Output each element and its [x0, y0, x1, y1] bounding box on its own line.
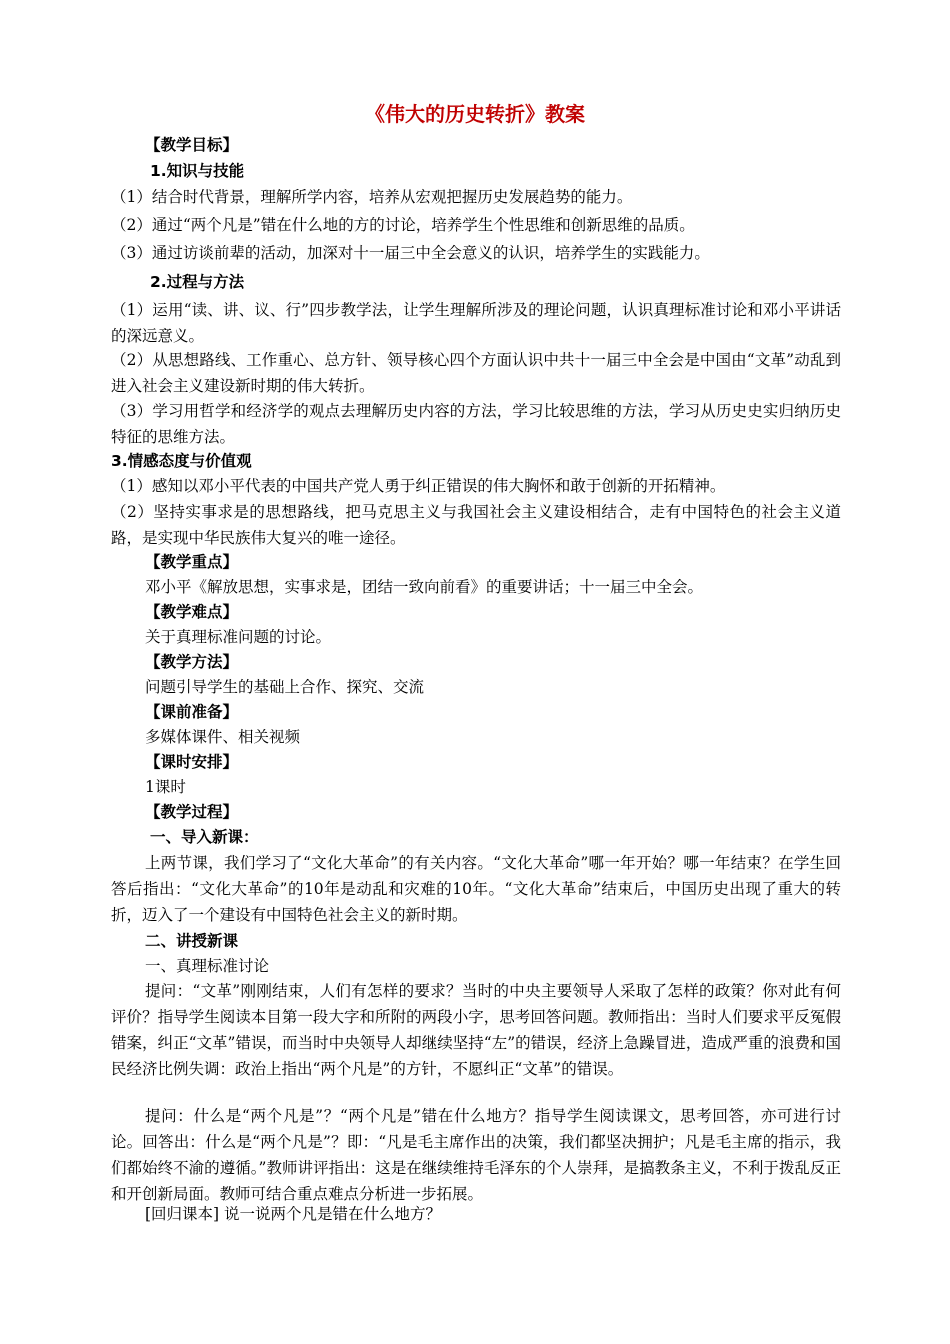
- intro-heading: 一、导入新课：: [150, 828, 259, 846]
- difficulty-heading: 【教学难点】: [145, 603, 239, 621]
- knowledge-heading: 1.知识与技能: [150, 162, 245, 180]
- process-item-1: （1）运用“读、讲、议、行”四步教学法，让学生理解所涉及的理论问题，认识真理标准讨论和邓小平讲话的深远意义。: [111, 301, 841, 345]
- goals-heading: 【教学目标】: [145, 136, 239, 154]
- paragraph-3: [回归课本] 说一说两个凡是错在什么地方？: [145, 1205, 442, 1223]
- knowledge-item-2: （2）通过“两个凡是”错在什么地的方的讨论，培养学生个性思维和创新思维的品质。: [111, 216, 695, 234]
- lesson-heading: 二、讲授新课: [145, 932, 239, 950]
- subsection-1-heading: 一、真理标准讨论: [145, 957, 270, 975]
- knowledge-item-1: （1）结合时代背景，理解所学内容，培养从宏观把握历史发展趋势的能力。: [111, 188, 633, 206]
- method-heading: 【教学方法】: [145, 653, 239, 671]
- process-item-3: （3）学习用哲学和经济学的观点去理解历史内容的方法，学习比较思维的方法，学习从历史史实归纳历史特征的思维方法。: [111, 402, 841, 446]
- emotion-heading: 3.情感态度与价值观: [111, 452, 252, 470]
- key-points-heading: 【教学重点】: [145, 553, 239, 571]
- schedule-heading: 【课时安排】: [145, 753, 239, 771]
- key-points-text: 邓小平《解放思想，实事求是，团结一致向前看》的重要讲话；十一届三中全会。: [145, 578, 704, 596]
- preparation-text: 多媒体课件、相关视频: [145, 728, 301, 746]
- paragraph-1: 提问：“文革”刚刚结束，人们有怎样的要求？当时的中央主要领导人采取了怎样的政策？你对此有何评价？指导学生阅读本目第一段大字和所附的两段小字，思考回答问题。教师指出：当时人们要求平反冤假错案，纠正“文革”错误，而当时中央领导人却继续坚持“左”的错误，经济上急躁冒进，造成严重的浪费和国民经济比例失调：政治上指出“两个凡是”的方针，不愿纠正“文革”的错误。: [111, 982, 841, 1078]
- document-title: 《伟大的历史转折》教案: [365, 102, 585, 126]
- intro-paragraph: 上两节课，我们学习了“文化大革命”的有关内容。“文化大革命”哪一年开始？哪一年结束？在学生回答后指出：“文化大革命”的10年是动乱和灾难的10年。“文化大革命”结束后，中国历史出现了重大的转折，迈入了一个建设有中国特色社会主义的新时期。: [111, 854, 841, 924]
- emotion-item-1: （1）感知以邓小平代表的中国共产党人勇于纠正错误的伟大胸怀和敢于创新的开拓精神。: [111, 477, 726, 495]
- method-text: 问题引导学生的基础上合作、探究、交流: [145, 678, 425, 696]
- process-section-heading: 【教学过程】: [145, 803, 239, 821]
- process-item-2: （2）从思想路线、工作重心、总方针、领导核心四个方面认识中共十一届三中全会是中国由“文革”动乱到进入社会主义建设新时期的伟大转折。: [111, 351, 841, 395]
- paragraph-2: 提问：什么是“两个凡是”？“两个凡是”错在什么地方？指导学生阅读课文，思考回答，亦可进行讨论。回答出：什么是“两个凡是”？即：“凡是毛主席作出的决策，我们都坚决拥护；凡是毛主席的指示，我们都始终不渝的遵循。”教师讲评指出：这是在继续维持毛泽东的个人崇拜，是搞教条主义，不利于拨乱反正和开创新局面。教师可结合重点难点分析进一步拓展。: [111, 1107, 841, 1203]
- preparation-heading: 【课前准备】: [145, 703, 239, 721]
- process-heading: 2.过程与方法: [150, 273, 245, 291]
- emotion-item-2: （2）坚持实事求是的思想路线，把马克思主义与我国社会主义建设相结合，走有中国特色的社会主义道路，是实现中华民族伟大复兴的唯一途径。: [111, 503, 841, 547]
- difficulty-text: 关于真理标准问题的讨论。: [145, 628, 332, 646]
- schedule-text: 1课时: [145, 778, 186, 796]
- knowledge-item-3: （3）通过访谈前辈的活动，加深对十一届三中全会意义的认识，培养学生的实践能力。: [111, 244, 710, 262]
